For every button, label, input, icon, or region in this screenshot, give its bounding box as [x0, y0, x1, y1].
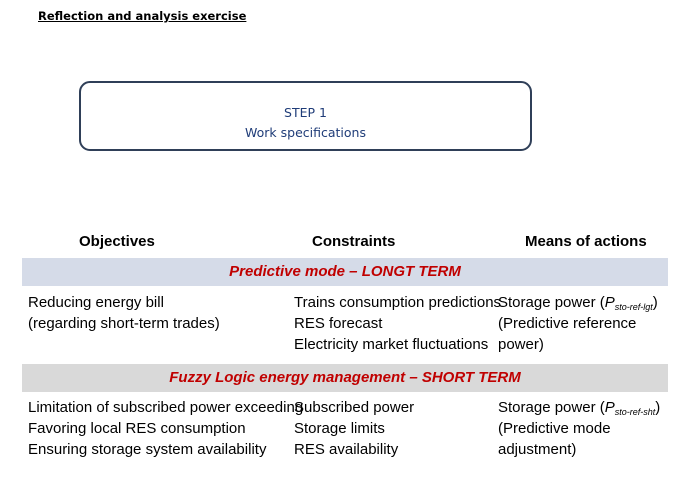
means-item: Storage power $(P_{sto-ref-sht})$	[498, 399, 661, 417]
constraint-item: RES availability	[294, 441, 399, 458]
constraint-item: RES forecast	[294, 315, 383, 332]
section-fuzzy-means	[498, 397, 660, 460]
means-item: power)	[498, 336, 544, 353]
section-predictive-means	[498, 292, 658, 355]
constraint-item: Storage limits	[294, 420, 385, 437]
objectives-header: Objectives	[79, 233, 155, 250]
section-fuzzy-objectives	[28, 397, 303, 460]
means-item: (Predictive mode	[498, 420, 611, 437]
section-predictive-title: Predictive mode – LONGT TERM	[22, 258, 668, 286]
section-fuzzy-constraints	[294, 397, 414, 460]
section-predictive-constraints	[294, 292, 501, 355]
means-item: adjustment)	[498, 441, 577, 458]
objective-item: (regarding short-term trades)	[28, 315, 220, 332]
constraint-item: Electricity market fluctuations	[294, 336, 489, 353]
step-subtitle: Work specifications	[245, 125, 366, 140]
exercise-heading: Reflection and analysis exercise	[38, 9, 247, 23]
means-item: Storage power $(P_{sto-ref-lgt})$	[498, 294, 658, 312]
constraints-header: Constraints	[312, 233, 396, 250]
step-title: STEP 1	[284, 105, 327, 120]
constraint-item: Trains consumption predictions	[294, 294, 502, 311]
objective-item: Limitation of subscribed power exceeding	[28, 399, 304, 416]
constraint-item: Subscribed power	[294, 399, 415, 416]
means-header: Means of actions	[525, 233, 647, 250]
objective-item: Ensuring storage system availability	[28, 441, 267, 458]
section-predictive-objectives	[28, 292, 220, 334]
objective-item: Reducing energy bill	[28, 294, 164, 311]
objective-item: Favoring local RES consumption	[28, 420, 246, 437]
section-fuzzy-title: Fuzzy Logic energy management – SHORT TERM	[22, 364, 668, 392]
means-item: (Predictive reference	[498, 315, 637, 332]
step-box	[79, 81, 532, 151]
